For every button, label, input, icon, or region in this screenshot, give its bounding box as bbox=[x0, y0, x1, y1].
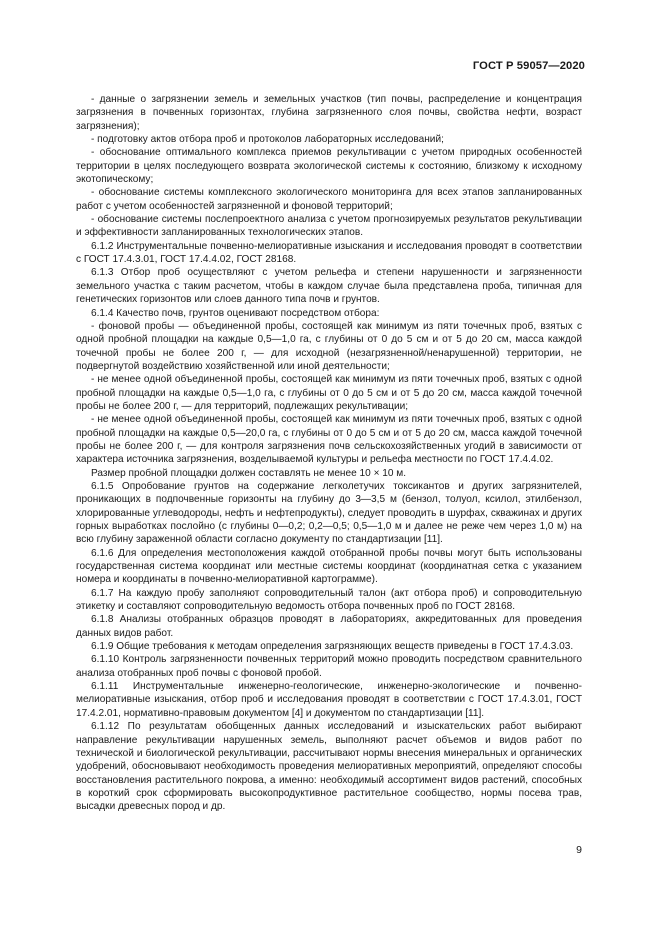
paragraph: 6.1.4 Качество почв, грунтов оценивают посредством отбора: bbox=[91, 307, 380, 319]
paragraph: 6.1.6 Для определения местоположения каждой отобранной пробы почвы могут быть использованы государственная система координат или местные системы координат (координатная сетка с указанием номера и координаты в почвенно-мелиоративной картограмме). bbox=[76, 547, 582, 586]
document-code: ГОСТ Р 59057—2020 bbox=[472, 60, 585, 72]
paragraph: - фоновой пробы — объединенной пробы, состоящей как минимум из пяти точечных проб, взятых с одной пробной площадки на каждые 0,5—1,0 га, с глубины от 0 до 5 см и от 5 до 20 см, масса каждой точечной пробы не более 200 г, — для исходной (незагрязненной/ненарушенной) территории, не подвергнутой воздействию хозяйственной или иной деятельности; bbox=[76, 320, 582, 372]
paragraph: 6.1.9 Общие требования к методам определения загрязняющих веществ приведены в ГОСТ 17.4.3.03. bbox=[91, 641, 574, 653]
paragraph: - не менее одной объединенной пробы, состоящей как минимум из пяти точечных проб, взятых с одной пробной площадки на каждые 0,5—1,0 га, с глубины от 0 до 5 см и от 5 до 20 см, масса каждой точечной пробы не более 200 г, — для территорий, подлежащих рекультивации; bbox=[76, 374, 582, 412]
paragraph: - не менее одной объединенной пробы, состоящей как минимум из пяти точечных проб, взятых с одной пробной площадки на каждые 0,5—20,0 га, с глубины от 0 до 5 см и от 5 до 20 см, масса каждой точечной пробы не более 200 г, — для контроля загрязнения почв сельскохозяйственных угодий в зависимости от характера источника загрязнения, возделываемой культуры и рельефа местности по ГОСТ 17.4.4.02. bbox=[76, 414, 582, 466]
paragraph: 6.1.11 Инструментальные инженерно-геологические, инженерно-экологические и почвенно-мелиоративные изыскания, отбор проб и исследования проводят в соответствии с ГОСТ 17.4.3.01, ГОСТ 17.4.2.01, нормативно-правовым документом [4] и документом по стандартизации [11]. bbox=[76, 681, 582, 719]
paragraph: 6.1.12 По результатам обобщенных данных исследований и изыскательских работ выбирают направление рекультивации нарушенных земель, выполняют расчет объемов и видов работ по технической и биологической рекультивации, рассчитывают нормы внесения минеральных и органических удобрений, обосновывают необходимость проведения мелиоративных мероприятий, определяют способы восстановления растительного покрова, а именно: необходимый ассортимент видов растений, способных в короткий срок сформировать высокопродуктивное растительное сообщество, нормы посева трав, высадки древесных пород и др. bbox=[76, 721, 582, 813]
paragraph: - обоснование оптимального комплекса приемов рекультивации с учетом природных особенностей территории в целях последующего возврата экологической системы к состоянию, близкому к исходному экотопическому; bbox=[76, 147, 582, 186]
page-number: 9 bbox=[576, 844, 582, 856]
paragraph: 6.1.5 Опробование грунтов на содержание легколетучих токсикантов и других загрязнителей, проникающих в подпочвенные горизонты на глубину до 3—3,5 м (бензол, толуол, ксилол, этилбензол, хлорированные углеводороды, нефть и нефтепродукты), следует проводить в шурфах, скважинах и других горных выработках послойно (с глубины 0—0,2; 0,2—0,5; 0,5—1,0 м и далее не реже чем через 1,0 м) на всю глубину зараженной области согласно документу по стандартизации [11]. bbox=[76, 480, 582, 546]
paragraph: 6.1.3 Отбор проб осуществляют с учетом рельефа и степени нарушенности и загрязненности земельного участка с таким расчетом, чтобы в каждом случае была представлена проба, типичная для генетических горизонтов или слоев данного типа почв и грунтов. bbox=[76, 267, 582, 306]
paragraph: Размер пробной площадки должен составлять не менее 10 × 10 м. bbox=[91, 467, 407, 479]
paragraph: 6.1.2 Инструментальные почвенно-мелиоративные изыскания и исследования проводят в соответствии с ГОСТ 17.4.3.01, ГОСТ 17.4.4.02, ГОСТ 28168. bbox=[76, 240, 582, 266]
document-body bbox=[76, 93, 582, 814]
paragraph: 6.1.8 Анализы отобранных образцов проводят в лабораториях, аккредитованных для проведения данных видов работ. bbox=[76, 614, 582, 639]
paragraph: 6.1.7 На каждую пробу заполняют сопроводительный талон (акт отбора проб) и сопроводительную этикетку и составляют сопроводительную ведомость отбора почвенных проб по ГОСТ 28168. bbox=[76, 587, 582, 613]
paragraph: - обоснование системы комплексного экологического мониторинга для всех этапов запланированных работ с учетом особенностей загрязненной и фоновой территорий; bbox=[76, 187, 582, 212]
paragraph: - подготовку актов отбора проб и протоколов лабораторных исследований; bbox=[91, 134, 444, 146]
paragraph: - данные о загрязнении земель и земельных участков (тип почвы, распределение и концентрация загрязнения в почвенных горизонтах, глубина загрязненного слоя почвы, свойства нефти, возраст загрязнения); bbox=[76, 94, 582, 132]
paragraph: - обоснование системы послепроектного анализа с учетом прогнозируемых результатов рекультивации и эффективности запланированных технологических этапов. bbox=[76, 214, 582, 239]
paragraph: 6.1.10 Контроль загрязненности почвенных территорий можно проводить посредством сравнительного анализа отобранных проб почвы с фоновой пробой. bbox=[76, 654, 582, 679]
